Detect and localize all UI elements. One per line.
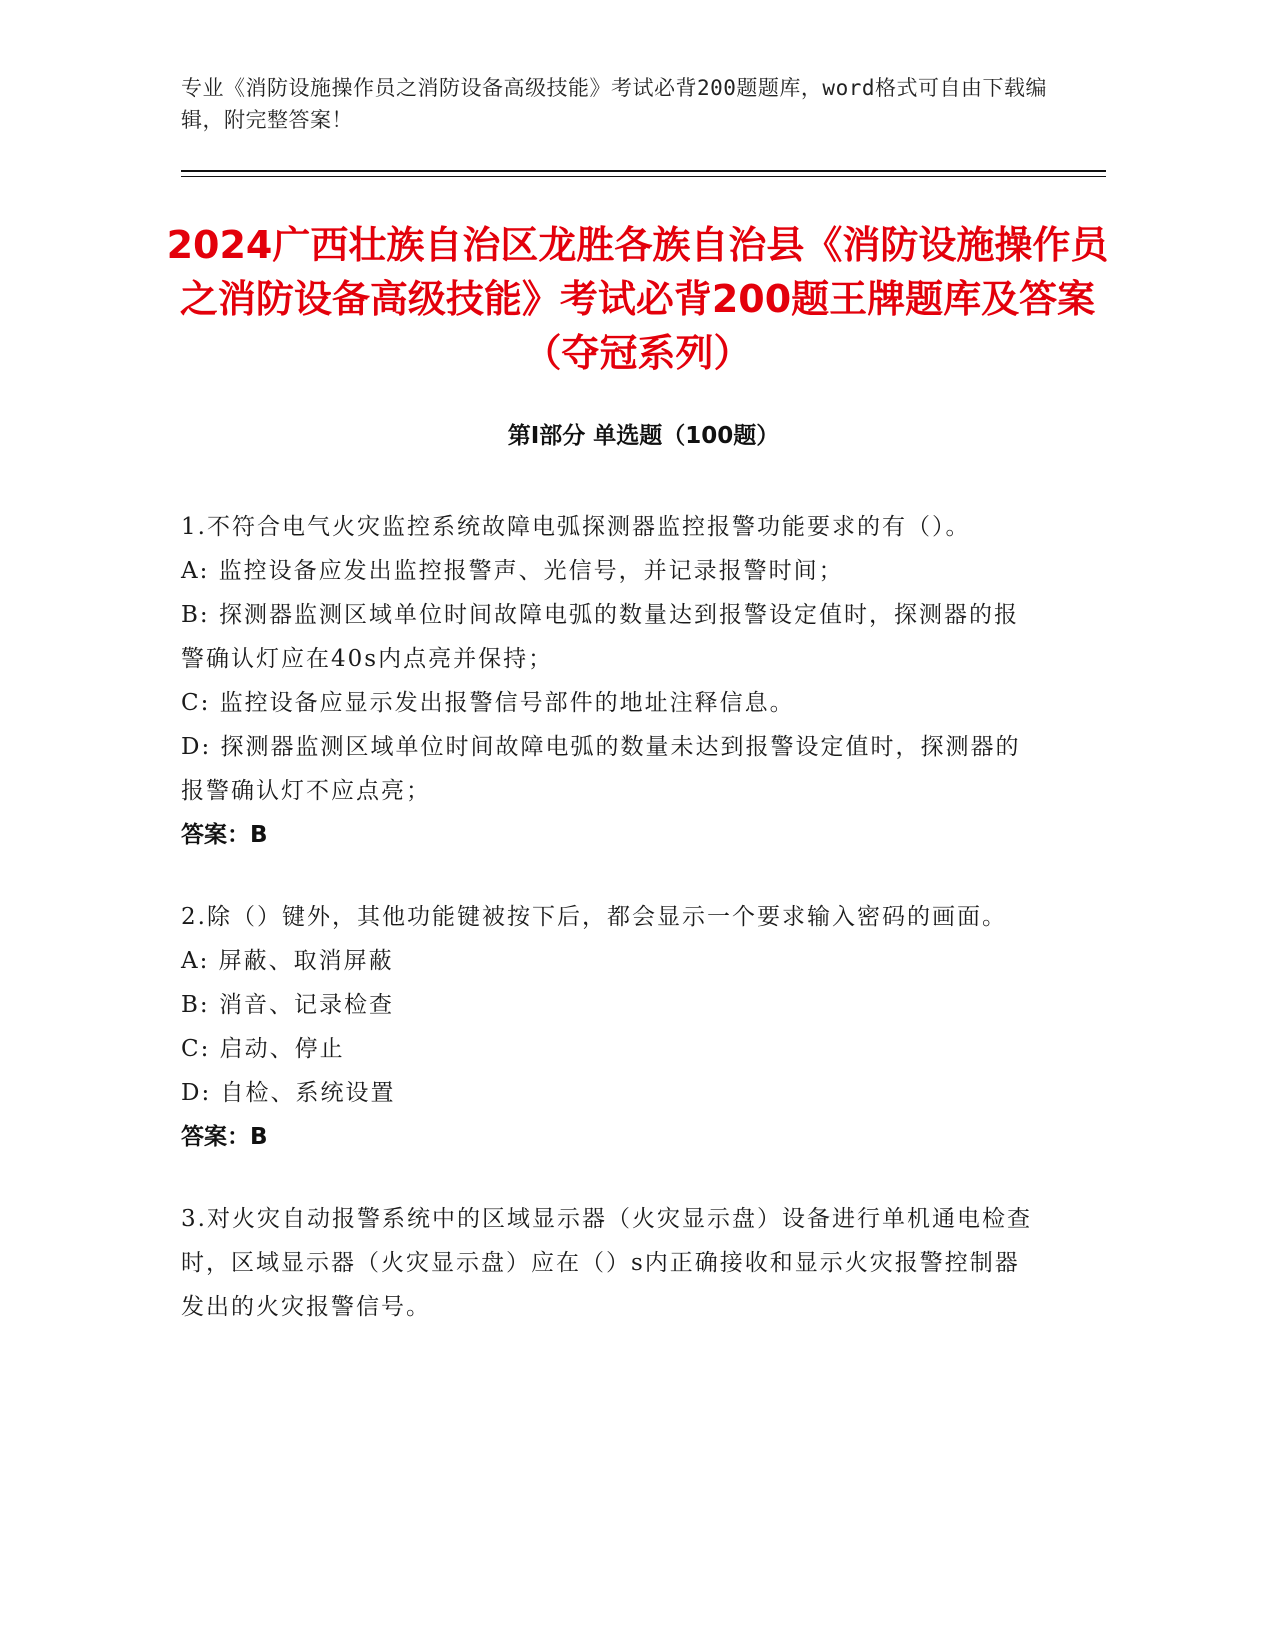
option-d: D: 自检、系统设置 <box>181 1080 396 1106</box>
question-item <box>181 505 1041 857</box>
option-d: D: 探测器监测区域单位时间故障电弧的数量未达到报警设定值时，探测器的报警确认灯不应点亮； <box>181 734 1021 804</box>
option-c: C: 监控设备应显示发出报警信号部件的地址注释信息。 <box>181 690 795 716</box>
answer-text: 答案：B <box>181 1124 268 1150</box>
question-stem: 2.除（）键外，其他功能键被按下后，都会显示一个要求输入密码的画面。 <box>181 904 1007 930</box>
header-divider-thin <box>181 176 1106 177</box>
header-divider-thick <box>181 170 1106 172</box>
answer-text: 答案：B <box>181 822 268 848</box>
document-title: 2024广西壮族自治区龙胜各族自治县《消防设施操作员之消防设备高级技能》考试必背200题王牌题库及答案（夺冠系列） <box>166 223 1109 375</box>
question-item <box>181 1197 1041 1329</box>
option-c: C: 启动、停止 <box>181 1036 345 1062</box>
option-a: A: 屏蔽、取消屏蔽 <box>181 948 394 974</box>
option-a: A: 监控设备应发出监控报警声、光信号，并记录报警时间； <box>181 558 844 584</box>
option-b: B: 消音、记录检查 <box>181 992 394 1018</box>
question-item <box>181 895 1041 1159</box>
section-heading: 第Ⅰ部分 单选题（100题） <box>507 423 780 449</box>
question-stem: 3.对火灾自动报警系统中的区域显示器（火灾显示盘）设备进行单机通电检查时，区域显示器（火灾显示盘）应在（）s内正确接收和显示火灾报警控制器发出的火灾报警信号。 <box>181 1206 1032 1320</box>
question-list <box>181 505 1041 1367</box>
header-note: 专业《消防设施操作员之消防设备高级技能》考试必背200题题库，word格式可自由下载编辑，附完整答案！ <box>181 76 1047 132</box>
question-stem: 1.不符合电气火灾监控系统故障电弧探测器监控报警功能要求的有（）。 <box>181 514 971 540</box>
option-b: B: 探测器监测区域单位时间故障电弧的数量达到报警设定值时，探测器的报警确认灯应在40s内点亮并保持； <box>181 602 1019 672</box>
